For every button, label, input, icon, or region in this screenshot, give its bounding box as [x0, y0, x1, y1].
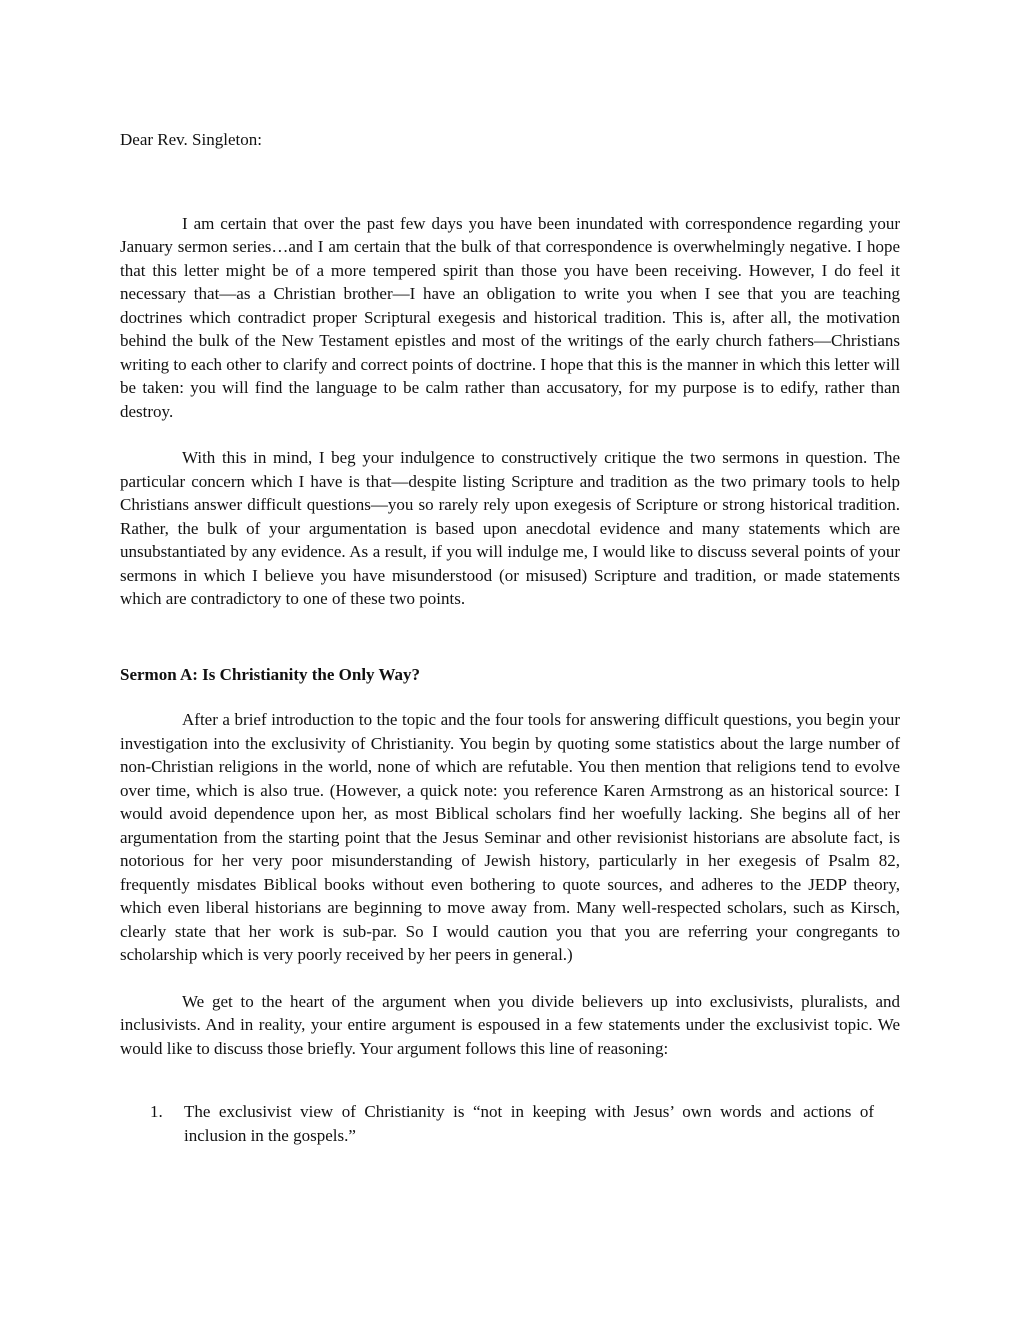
section-heading: Sermon A: Is Christianity the Only Way? [120, 664, 421, 684]
numbered-list [120, 1100, 900, 1147]
salutation: Dear Rev. Singleton: [120, 130, 262, 149]
list-item [120, 1100, 900, 1147]
section-paragraph-2: We get to the heart of the argument when you divide believers up into exclusivists, pluralists, and inclusivists. And in reality, your entire argument is espoused in a few statements under the exclusivist topic. We would like to discuss those briefly. Your argument follows this line of reasoning: [120, 991, 900, 1058]
intro-paragraph-2: With this in mind, I beg your indulgence to constructively critique the two sermons in question. The particular concern which I have is that—despite listing Scripture and tradition as the two primary tools to help Christians answer difficult questions—you so rarely rely upon exegesis of Scripture or strong historical tradition. Rather, the bulk of your argumentation is based upon anecdotal evidence and many statements which are unsubstantiated by any evidence. As a result, if you will indulge me, I would like to discuss several points of your sermons in which I believe you have misunderstood (or misused) Scripture and tradition, or made statements which are contradictory to one of these two points. [120, 448, 900, 608]
list-item-number: 1. [150, 1102, 163, 1121]
intro-paragraph-1: I am certain that over the past few days you have been inundated with correspondence regarding your January sermon series…and I am certain that the bulk of that correspondence is overwhelmingly negative. I hope that this letter might be of a more tempered spirit than those you have been receiving. However, I do feel it necessary that—as a Christian brother—I have an obligation to write you when I see that you are teaching doctrines which contradict proper Scriptural exegesis and historical tradition. This is, after all, the motivation behind the bulk of the New Testament epistles and most of the writings of the early church fathers—Christians writing to each other to clarify and correct points of doctrine. I hope that this is the manner in which this letter will be taken: you will find the language to be calm rather than accusatory, for my purpose is to edify, rather than destroy. [120, 213, 900, 421]
list-item-text: The exclusivist view of Christianity is “not in keeping with Jesus’ own words and actions of inclusion in the gospels.” [184, 1102, 874, 1145]
section-paragraph-1: After a brief introduction to the topic and the four tools for answering difficult questions, you begin your investigation into the exclusivity of Christianity. You begin by quoting some statistics about the large number of non-Christian religions in the world, none of which are refutable. You then mention that religions tend to evolve over time, which is also true. (However, a quick note: you reference Karen Armstrong as an historical source: I would avoid dependence upon her, as most Biblical scholars find her woefully lacking. She begins all of her argumentation from the starting point that the Jesus Seminar and other revisionist historians are absolute fact, is notorious for her very poor misunderstanding of Jewish history, particularly in her exegesis of Psalm 82, frequently misdates Biblical books without even bothering to quote sources, and adheres to the JEDP theory, which even liberal historians are beginning to move away from. Many well-respected scholars, such as Kirsch, clearly state that her work is sub-par. So I would caution you that you are referring your congregants to scholarship which is very poorly received by her peers in general.) [120, 710, 900, 964]
